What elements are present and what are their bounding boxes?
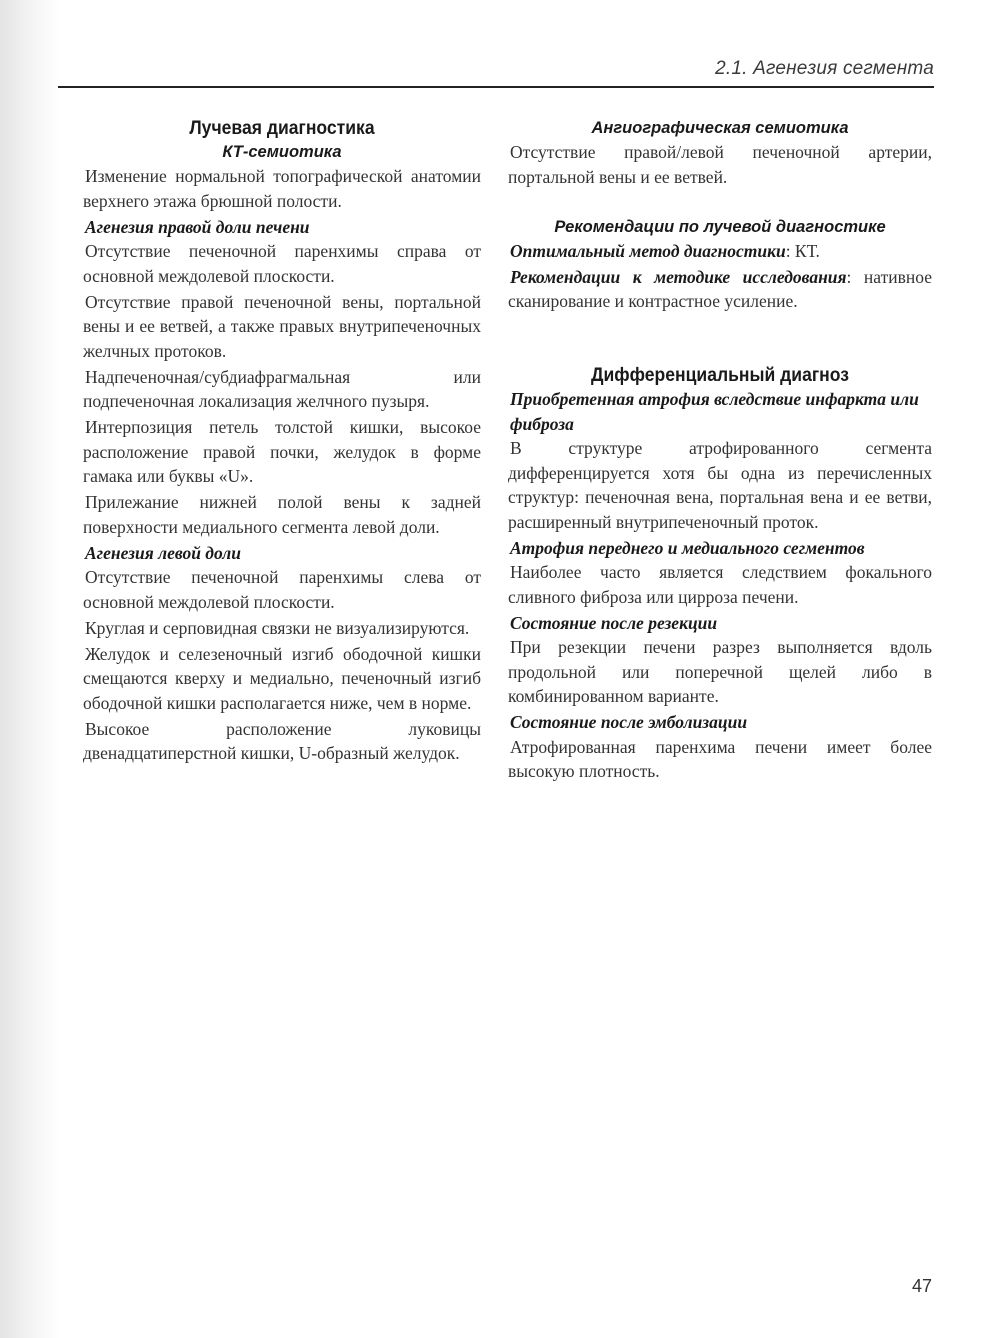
heading-right-lobe-agenesis: Агенезия правой доли печени — [85, 216, 310, 237]
left-lobe-paragraph: Высокое расположение луковицы двенадцатиперстной кишки, U-образный желудок. — [83, 718, 481, 763]
acquired-atrophy-paragraph: В структуре атрофированного сегмента дифференцируется хотя бы одна из перечисленных структур: печеночная вена, портальная вена и ее ветви, расширенный внутрипеченочный проток. — [508, 438, 932, 532]
technique-label: Рекомендации к методике исследования — [510, 266, 847, 287]
page-binding-shadow — [0, 0, 60, 1338]
right-column — [508, 116, 932, 785]
page-number: 47 — [911, 1276, 932, 1296]
post-embolization-paragraph: Атрофированная паренхима печени имеет более высокую плотность. — [508, 736, 932, 781]
technique-paragraph — [508, 265, 932, 314]
optimal-method-value: : КТ. — [785, 240, 820, 261]
section-title-differential: Дифференциальный диагноз — [591, 364, 849, 386]
left-lobe-paragraph: Круглая и серповидная связки не визуализируются. — [85, 617, 470, 638]
running-title: 2.1. Агенезия сегмента — [715, 58, 934, 79]
anterior-medial-atrophy-paragraph: Наиболее часто является следствием фокального сливного фиброза или цирроза печени. — [508, 562, 932, 607]
subsection-title-recommendations: Рекомендации по лучевой диагностике — [554, 217, 886, 236]
right-lobe-paragraph: Отсутствие печеночной паренхимы справа от основной междолевой плоскости. — [83, 241, 481, 286]
subsection-title-ct: КТ-семиотика — [222, 143, 342, 161]
left-column — [83, 116, 481, 767]
ct-intro-paragraph: Изменение нормальной топографической анатомии верхнего этажа брюшной полости. — [83, 166, 481, 211]
angiography-paragraph: Отсутствие правой/левой печеночной артерии, портальной вены и ее ветвей. — [508, 142, 932, 187]
right-lobe-paragraph: Интерпозиция петель толстой кишки, высокое расположение правой почки, желудок в форме гамака или буквы «U». — [83, 417, 481, 486]
heading-anterior-medial-atrophy: Атрофия переднего и медиального сегментов — [510, 537, 865, 558]
technique-value: : нативное сканирование и контрастное усиление. — [508, 266, 932, 311]
left-lobe-paragraph: Отсутствие печеночной паренхимы слева от основной междолевой плоскости. — [83, 567, 481, 612]
subsection-title-angiography: Ангиографическая семиотика — [591, 119, 849, 137]
right-lobe-paragraph: Надпеченочная/субдиафрагмальная или подпеченочная локализация желчного пузыря. — [83, 366, 481, 411]
right-lobe-paragraph: Прилежание нижней полой вены к задней поверхности медиального сегмента левой доли. — [83, 492, 481, 537]
heading-post-resection: Состояние после резекции — [510, 612, 718, 633]
optimal-method-label: Оптимальный метод диагностики — [510, 240, 786, 261]
section-title-radiology: Лучевая диагностика — [189, 117, 375, 139]
header-rule — [58, 86, 934, 88]
optimal-method-paragraph — [508, 239, 932, 264]
spacer — [508, 315, 932, 363]
heading-post-embolization: Состояние после эмболизации — [510, 712, 748, 732]
post-resection-paragraph: При резекции печени разрез выполняется вдоль продольной или поперечной щелей либо в комбинированном варианте. — [508, 637, 932, 706]
left-lobe-paragraph: Желудок и селезеночный изгиб ободочной кишки смещаются кверху и медиально, печеночный изгиб ободочной кишки располагается ниже, чем в норме. — [83, 643, 481, 713]
heading-acquired-atrophy: Приобретенная атрофия вследствие инфаркта или фиброза — [510, 389, 919, 434]
spacer — [508, 191, 932, 215]
right-lobe-paragraph: Отсутствие правой печеночной вены, портальной вены и ее ветвей, а также правых внутрипеченочных желчных протоков. — [83, 291, 481, 361]
heading-left-lobe-agenesis: Агенезия левой доли — [85, 542, 242, 563]
